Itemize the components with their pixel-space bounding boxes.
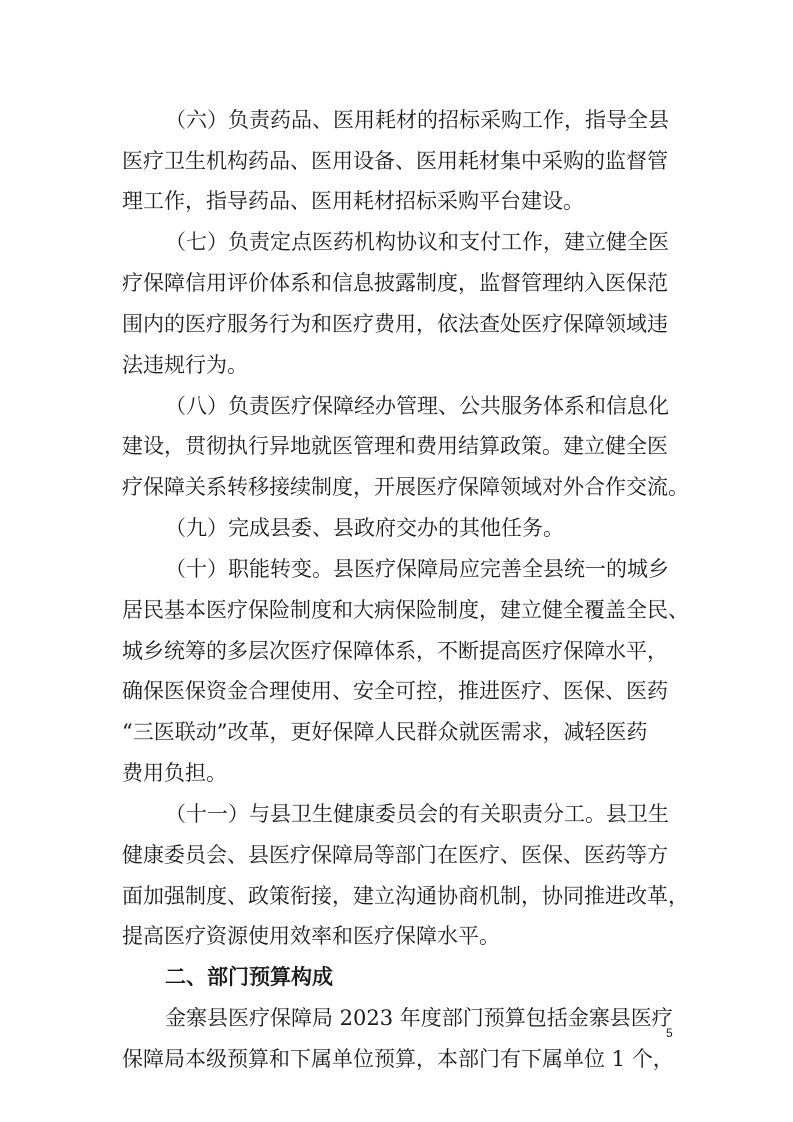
text-line-9: 建设，贯彻执行异地就医管理和费用结算政策。建立健全医: [122, 434, 668, 458]
text-line-11: （九）完成县委、县政府交办的其他任务。: [165, 516, 564, 540]
text-line-18: （十一）与县卫生健康委员会的有关职责分工。县卫生: [165, 802, 669, 826]
text-line-24: 保障局本级预算和下属单位预算，本部门有下属单位 1 个，: [122, 1047, 674, 1071]
text-line-20: 面加强制度、政策衔接，建立沟通协商机制，协同推进改革，: [122, 884, 689, 908]
text-line-12: （十）职能转变。县医疗保障局应完善全县统一的城乡: [165, 557, 669, 581]
text-line-10: 疗保障关系转移接续制度，开展医疗保障领域对外合作交流。: [122, 475, 689, 499]
text-line-13: 居民基本医疗保险制度和大病保险制度，建立健全覆盖全民、: [122, 598, 689, 622]
text-line-4: （七）负责定点医药机构协议和支付工作，建立健全医: [165, 230, 669, 254]
text-line-14: 城乡统筹的多层次医疗保障体系，不断提高医疗保障水平，: [122, 639, 668, 663]
text-line-17: 费用负担。: [122, 761, 227, 785]
text-line-19: 健康委员会、县医疗保障局等部门在医疗、医保、医药等方: [122, 843, 668, 867]
text-line-2: 医疗卫生机构药品、医用设备、医用耗材集中采购的监督管: [122, 149, 668, 173]
text-line-7: 法违规行为。: [122, 353, 248, 377]
text-line-1: （六）负责药品、医用耗材的招标采购工作，指导全县: [165, 108, 669, 132]
text-line-15: 确保医保资金合理使用、安全可控，推进医疗、医保、医药: [122, 679, 668, 703]
text-line-8: （八）负责医疗保障经办管理、公共服务体系和信息化: [165, 394, 669, 418]
text-line-16: “三医联动”改革，更好保障人民群众就医需求，减轻医药: [122, 720, 648, 744]
text-line-5: 疗保障信用评价体系和信息披露制度，监督管理纳入医保范: [122, 271, 668, 295]
text-line-6: 围内的医疗服务行为和医疗费用，依法查处医疗保障领域违: [122, 312, 668, 336]
text-line-3: 理工作，指导药品、医用耗材招标采购平台建设。: [122, 189, 584, 213]
section-heading: 二、部门预算构成: [165, 965, 333, 989]
text-line-23: 金寨县医疗保障局 2023 年度部门预算包括金寨县医疗: [165, 1006, 673, 1030]
text-line-21: 提高医疗资源使用效率和医疗保障水平。: [122, 924, 500, 948]
page-number: 5: [666, 1026, 673, 1040]
